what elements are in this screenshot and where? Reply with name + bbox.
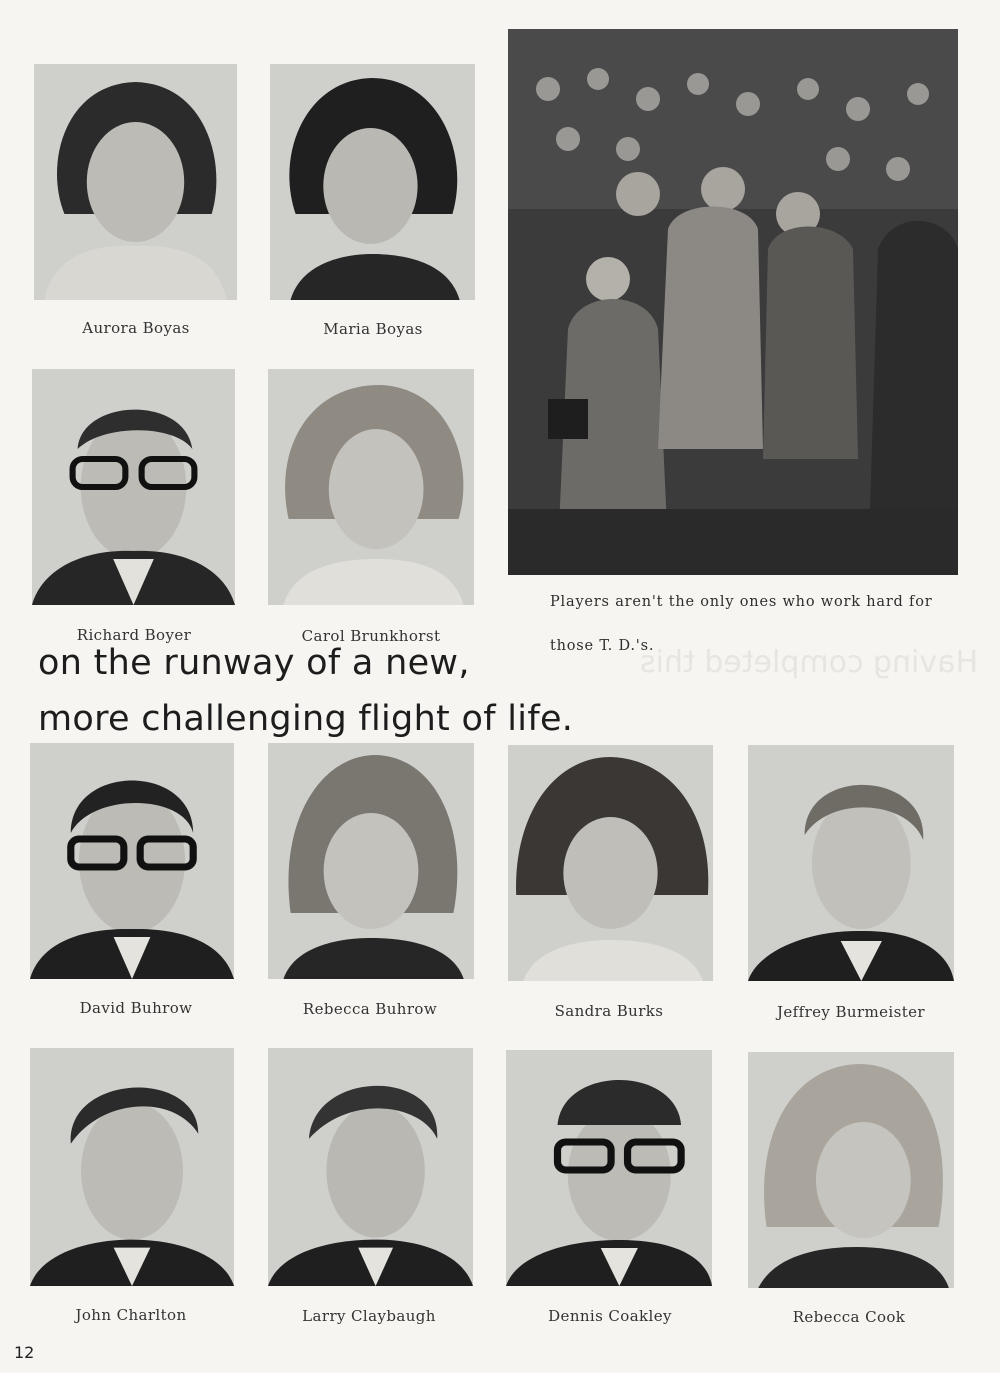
portrait-photo — [32, 369, 235, 605]
portrait-image — [270, 64, 475, 300]
portrait-name: Sandra Burks — [554, 1002, 664, 1020]
portrait-image — [268, 743, 474, 979]
portrait-name: Jeffrey Burmeister — [776, 1003, 925, 1021]
portrait-photo — [270, 64, 475, 300]
portrait-image — [508, 745, 713, 981]
portrait-image — [34, 64, 237, 300]
portrait-name: Rebecca Buhrow — [302, 1000, 438, 1018]
portrait-name: Maria Boyas — [323, 320, 423, 338]
portrait-photo — [34, 64, 237, 300]
portrait-photo — [506, 1050, 712, 1286]
portrait-image — [32, 369, 235, 605]
portrait-image — [506, 1050, 712, 1286]
portrait-name: Larry Claybaugh — [302, 1307, 436, 1325]
portrait-image — [268, 1048, 473, 1286]
portrait-photo — [30, 743, 234, 979]
photo-caption-line1: Players aren't the only ones who work hard for — [550, 594, 933, 610]
crowd-photo — [508, 29, 958, 575]
portrait-photo — [268, 743, 474, 979]
portrait-name: Dennis Coakley — [548, 1307, 672, 1325]
headline-line1: on the runway of a new, — [38, 643, 470, 683]
portrait-photo — [748, 745, 954, 981]
portrait-photo — [748, 1052, 954, 1288]
page-number: 12 — [14, 1343, 35, 1362]
show-through-text: Having completed this — [640, 645, 979, 680]
portrait-photo — [268, 1048, 473, 1286]
portrait-photo — [268, 369, 474, 605]
portrait-name: Carol Brunkhorst — [301, 627, 441, 645]
portrait-photo — [508, 745, 713, 981]
portrait-name: Rebecca Cook — [792, 1308, 906, 1326]
portrait-name: Richard Boyer — [76, 626, 192, 644]
headline-line2: more challenging flight of life. — [38, 699, 574, 739]
photo-caption-line2: those T. D.'s. — [550, 638, 655, 654]
portrait-name: Aurora Boyas — [82, 319, 190, 337]
portrait-image — [30, 743, 234, 979]
portrait-image — [748, 745, 954, 981]
portrait-image — [748, 1052, 954, 1288]
crowd-image — [508, 29, 958, 575]
portrait-name: David Buhrow — [79, 999, 193, 1017]
portrait-name: John Charlton — [75, 1306, 187, 1324]
portrait-image — [30, 1048, 234, 1286]
portrait-image — [268, 369, 474, 605]
portrait-photo — [30, 1048, 234, 1286]
